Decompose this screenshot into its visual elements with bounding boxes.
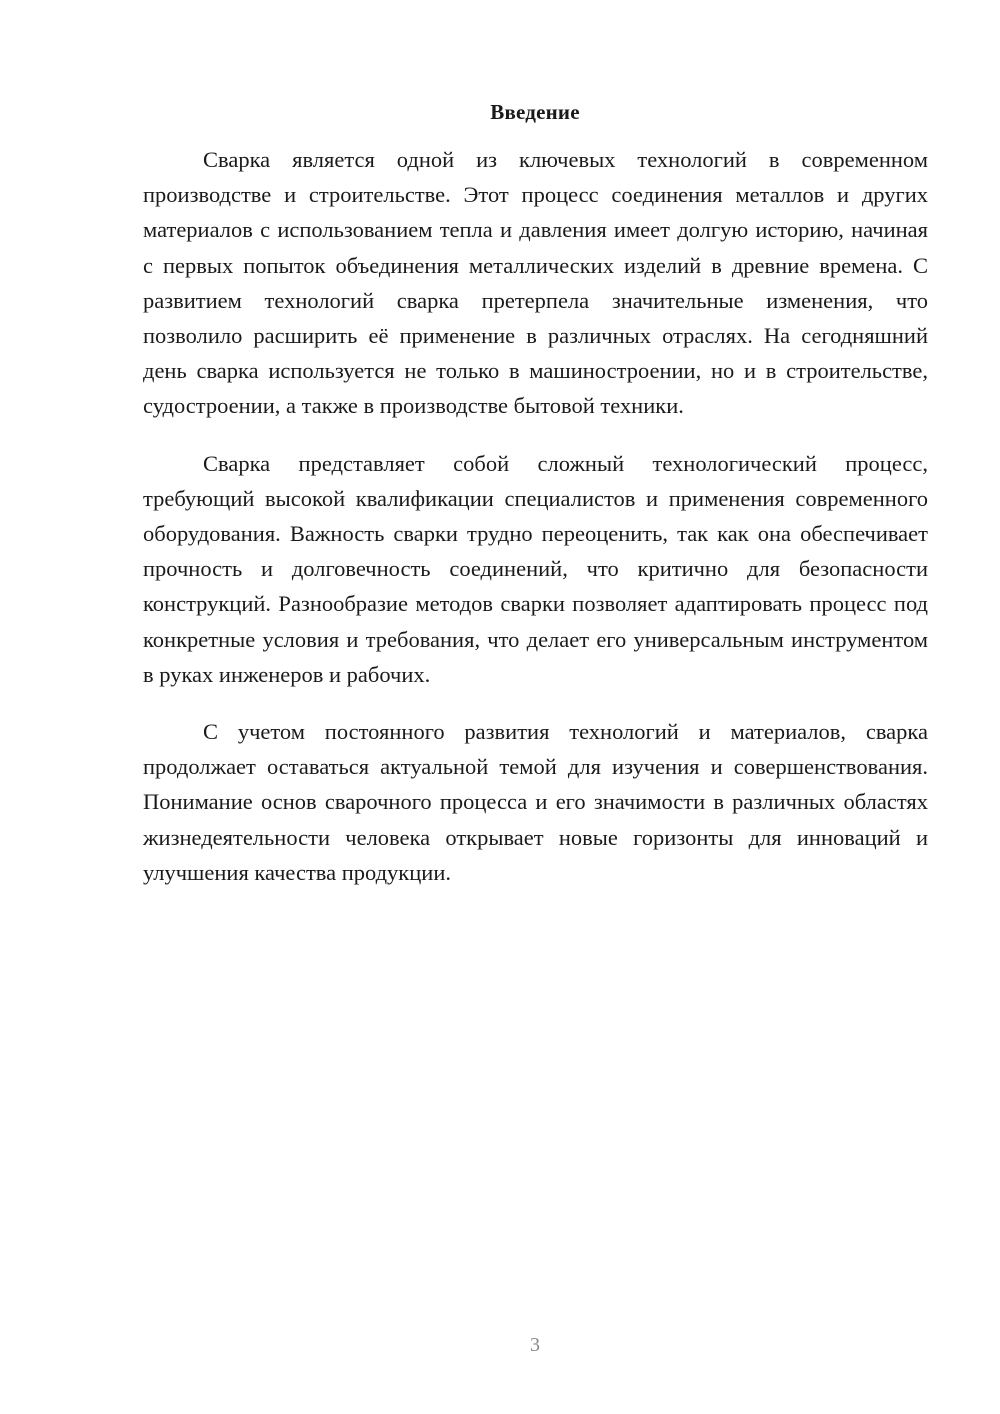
page-title: Введение [490, 100, 580, 124]
body-text [143, 142, 928, 912]
paragraph-1: Сварка является одной из ключевых технологий в современном производстве и строительстве. Этот процесс соединения металлов и других материалов с использованием тепла и давления имеет долгую историю, начиная с первых попыток объединения металлических изделий в древние времена. С развитием технологий сварка претерпела значительные изменения, что позволило расширить её применение в различных отраслях. На сегодняшний день сварка используется не только в машиностроении, но и в строительстве, судостроении, а также в производстве бытовой техники. [143, 147, 928, 419]
page-number: 3 [530, 1334, 540, 1356]
paragraph-2: Сварка представляет собой сложный технологический процесс, требующий высокой квалификации специалистов и применения современного оборудования. Важность сварки трудно переоценить, так как она обеспечивает прочность и долговечность соединений, что критично для безопасности конструкций. Разнообразие методов сварки позволяет адаптировать процесс под конкретные условия и требования, что делает его универсальным инструментом в руках инженеров и рабочих. [143, 450, 928, 687]
paragraph-3: С учетом постоянного развития технологий и материалов, сварка продолжает оставаться актуальной темой для изучения и совершенствования. Понимание основ сварочного процесса и его значимости в различных областях жизнедеятельности человека открывает новые горизонты для инноваций и улучшения качества продукции. [143, 719, 928, 885]
